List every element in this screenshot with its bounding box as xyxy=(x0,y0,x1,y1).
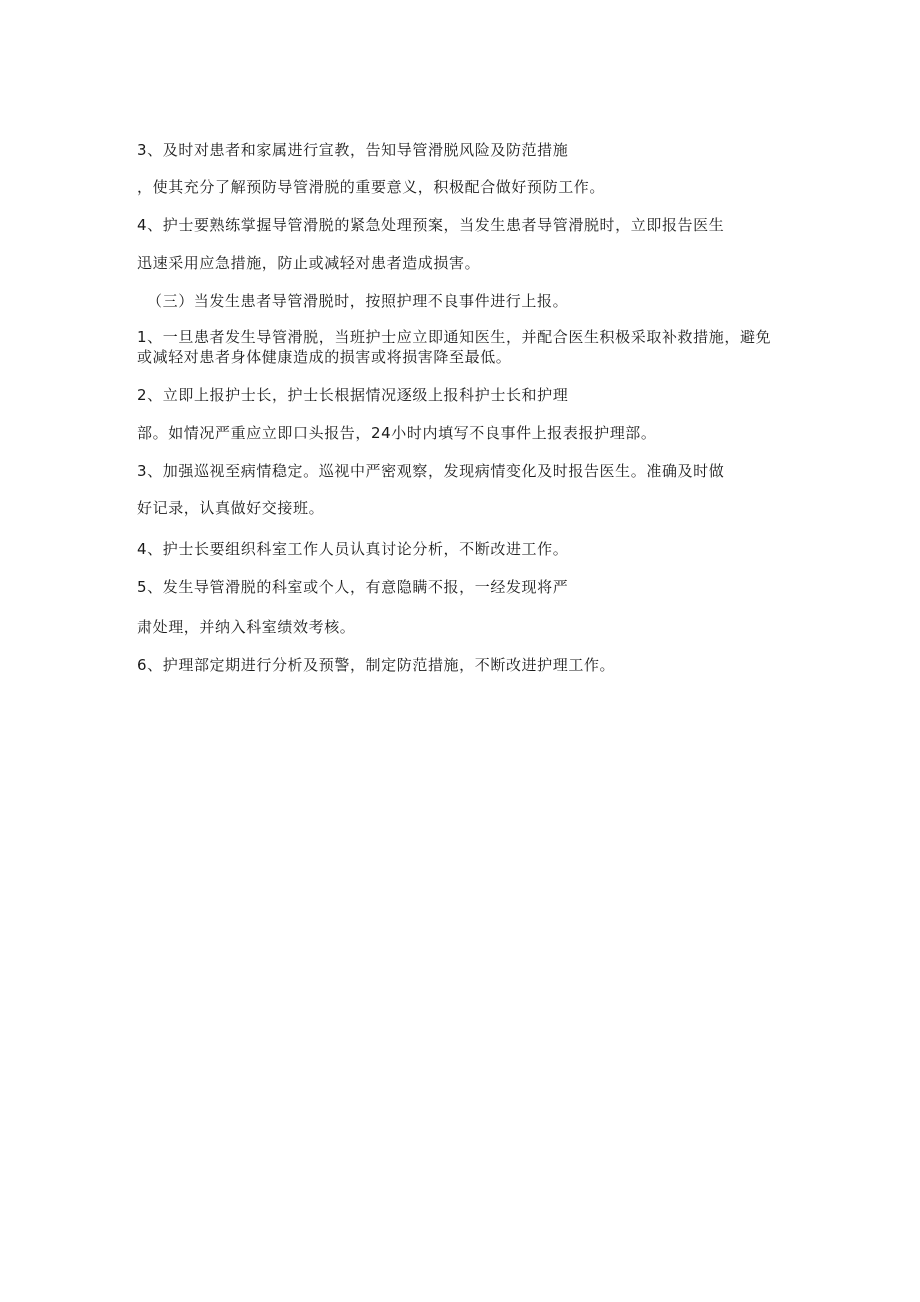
item-3-line-1: 3、加强巡视至病情稳定。巡视中严密观察，发现病情变化及时报告医生。准确及时做 xyxy=(137,462,725,480)
item-4-paragraph: 4、护士长要组织科室工作人员认真讨论分析，不断改进工作。 xyxy=(137,540,569,558)
paragraph-4-line-2: 迅速采用应急措施，防止或减轻对患者造成损害。 xyxy=(137,254,481,272)
item-1-paragraph: 1、一旦患者发生导管滑脱，当班护士应立即通知医生，并配合医生积极采取补救措施，避免或减轻对患者身体健康造成的损害或将损害降至最低。 xyxy=(137,328,772,366)
item-5-line-1: 5、发生导管滑脱的科室或个人，有意隐瞒不报，一经发现将严 xyxy=(137,578,569,596)
item-2-line-2: 部。如情况严重应立即口头报告，24小时内填写不良事件上报表报护理部。 xyxy=(137,424,657,442)
item-6-paragraph: 6、护理部定期进行分析及预警，制定防范措施，不断改进护理工作。 xyxy=(137,656,616,674)
paragraph-3-line-2: ，使其充分了解预防导管滑脱的重要意义，积极配合做好预防工作。 xyxy=(137,178,606,196)
item-2-line-1: 2、立即上报护士长，护士长根据情况逐级上报科护士长和护理 xyxy=(137,386,569,404)
item-3-line-2: 好记录，认真做好交接班。 xyxy=(137,499,325,517)
paragraph-3-line-1: 3、及时对患者和家属进行宣教，告知导管滑脱风险及防范措施 xyxy=(137,141,569,159)
paragraph-4-line-1: 4、护士要熟练掌握导管滑脱的紧急处理预案，当发生患者导管滑脱时，立即报告医生 xyxy=(137,216,725,234)
item-5-line-2: 肃处理，并纳入科室绩效考核。 xyxy=(137,618,356,636)
section-heading-3: （三）当发生患者导管滑脱时，按照护理不良事件进行上报。 xyxy=(147,292,569,310)
